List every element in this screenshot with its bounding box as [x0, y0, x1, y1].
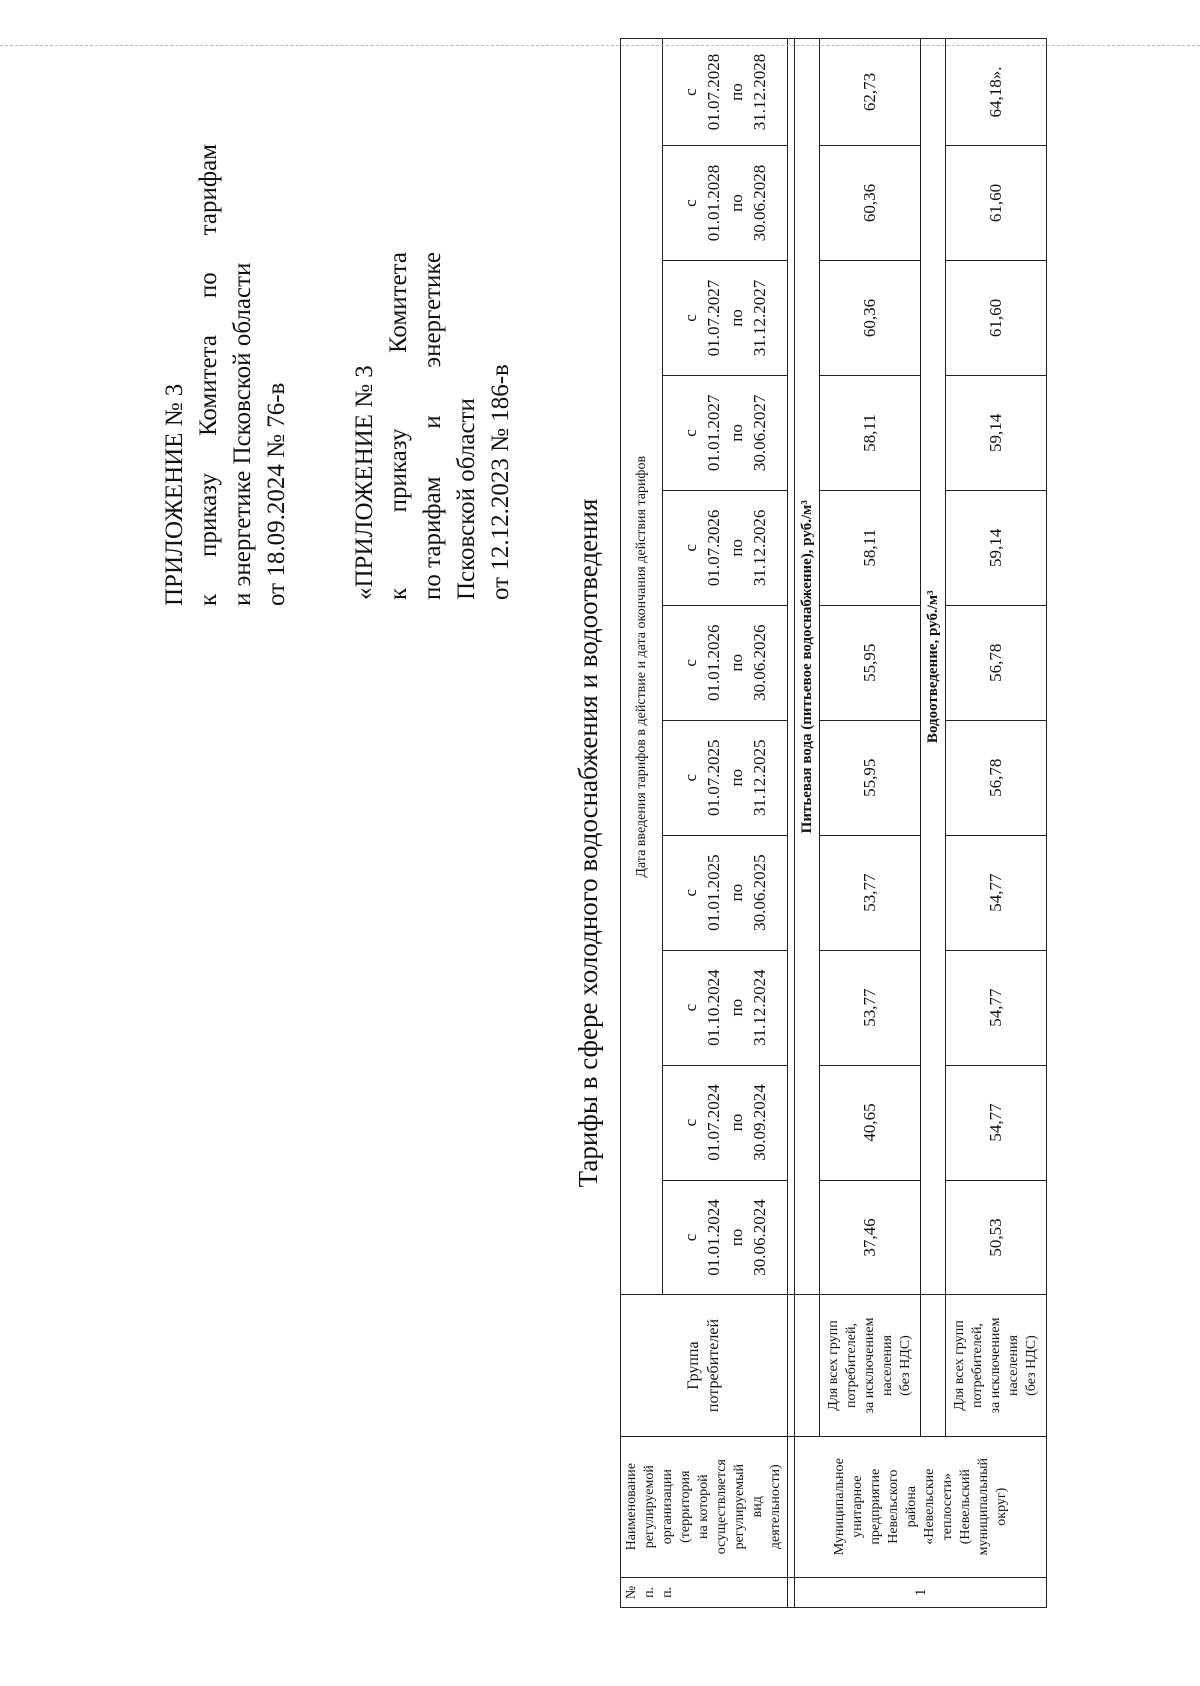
table-row	[795, 39, 820, 1608]
appendix-old-word: Комитета	[385, 252, 412, 354]
table-spacer-row	[788, 39, 795, 1608]
appendix-old-block	[348, 252, 518, 600]
scan-edge-artifact	[0, 43, 1200, 46]
table-row	[946, 39, 1047, 1608]
table-row	[921, 39, 946, 1608]
appendix-new-word: приказу	[195, 472, 222, 557]
sewer-tariff-value: 54,77	[946, 835, 1047, 950]
organization-cell: Муниципальное унитарное предприятие Невельского района «Невельские теплосети» (Невельский муниципальный округ)	[795, 1436, 1047, 1577]
appendix-old-word: энергетике	[419, 252, 446, 368]
water-tariff-value: 58,11	[820, 490, 921, 605]
appendix-old-line3	[416, 252, 450, 600]
period-cell: с 01.07.2028 по 31.12.2028	[663, 39, 788, 146]
sewer-tariff-value: 64,18».	[946, 39, 1047, 146]
water-tariff-value: 58,11	[820, 375, 921, 490]
appendix-new-word: тарифам	[195, 144, 222, 236]
appendix-old-word: к	[385, 587, 412, 600]
period-cell: с 01.01.2027 по 30.06.2027	[663, 375, 788, 490]
appendix-old-line5: от 12.12.2023 № 186-в	[487, 364, 514, 600]
appendix-old-line2	[382, 252, 416, 600]
appendix-new-line4: от 18.09.2024 № 76-в	[263, 382, 290, 606]
sewer-tariff-value: 50,53	[946, 1180, 1047, 1295]
water-tariff-value: 60,36	[820, 261, 921, 376]
water-tariff-value: 62,73	[820, 39, 921, 146]
appendix-old-line4: Псковской области	[453, 398, 480, 600]
appendix-new-word: к	[195, 593, 222, 606]
sewer-tariff-value: 56,78	[946, 605, 1047, 720]
sewer-tariff-value: 61,60	[946, 261, 1047, 376]
appendix-old-line1: «ПРИЛОЖЕНИЕ № 3	[351, 365, 378, 600]
period-cell: с 01.01.2025 по 30.06.2025	[663, 835, 788, 950]
water-tariff-value: 53,77	[820, 835, 921, 950]
period-cell: с 01.07.2024 по 30.09.2024	[663, 1065, 788, 1180]
section-sewer-label: Водоотведение, руб./м³	[921, 39, 946, 1295]
section-blank-cell	[921, 1295, 946, 1436]
section-water-label: Питьевая вода (питьевое водоснабжение), руб./м³	[795, 39, 820, 1295]
appendix-new-line1: ПРИЛОЖЕНИЕ № 3	[161, 383, 188, 606]
period-cell: с 01.07.2026 по 31.12.2026	[663, 490, 788, 605]
sewer-tariff-value: 59,14	[946, 375, 1047, 490]
header-dates: Дата введения тарифов в действие и дата окончания действия тарифов	[621, 39, 663, 1295]
document-title: Тарифы в сфере холодного водоснабжения и водоотведения	[573, 498, 603, 1188]
table-row	[820, 39, 921, 1608]
appendix-new-line3: и энергетике Псковской области	[229, 262, 256, 606]
header-organization: Наименование регулируемой организации (территория на которой осуществляется регулируемый вид деятельности)	[621, 1436, 788, 1577]
appendix-new-block	[158, 144, 294, 606]
period-cell: с 01.01.2024 по 30.06.2024	[663, 1180, 788, 1295]
sewer-tariff-value: 59,14	[946, 490, 1047, 605]
appendix-old-word: и	[419, 415, 446, 429]
section-blank-cell	[795, 1295, 820, 1436]
appendix-new-word: по	[195, 272, 222, 299]
water-tariff-value: 55,95	[820, 605, 921, 720]
period-cell: с 01.07.2027 по 31.12.2027	[663, 261, 788, 376]
water-tariff-value: 60,36	[820, 146, 921, 261]
water-tariff-value: 40,65	[820, 1065, 921, 1180]
appendix-new-line2	[192, 144, 226, 606]
header-consumer-group: Группа потребителей	[621, 1295, 788, 1436]
header-number: № п. п.	[621, 1577, 788, 1607]
sewer-tariff-value: 61,60	[946, 146, 1047, 261]
period-cell: с 01.07.2025 по 31.12.2025	[663, 720, 788, 835]
sewer-tariff-value: 54,77	[946, 1065, 1047, 1180]
appendix-old-word: приказу	[385, 428, 412, 513]
consumer-group-cell: Для всех групп потребителей, за исключением населения (без НДС)	[820, 1295, 921, 1436]
period-cell: с 01.10.2024 по 31.12.2024	[663, 950, 788, 1065]
period-cell: с 01.01.2028 по 30.06.2028	[663, 146, 788, 261]
water-tariff-value: 55,95	[820, 720, 921, 835]
water-tariff-value: 53,77	[820, 950, 921, 1065]
consumer-group-cell: Для всех групп потребителей, за исключением населения (без НДС)	[946, 1295, 1047, 1436]
sewer-tariff-value: 54,77	[946, 950, 1047, 1065]
appendix-new-word: Комитета	[195, 335, 222, 437]
period-cell: с 01.01.2026 по 30.06.2026	[663, 605, 788, 720]
row-number: 1	[795, 1577, 1047, 1607]
table-header-row	[621, 39, 663, 1608]
tariff-table	[620, 38, 1047, 1608]
sewer-tariff-value: 56,78	[946, 720, 1047, 835]
appendix-old-word: по тарифам	[419, 476, 446, 600]
water-tariff-value: 37,46	[820, 1180, 921, 1295]
